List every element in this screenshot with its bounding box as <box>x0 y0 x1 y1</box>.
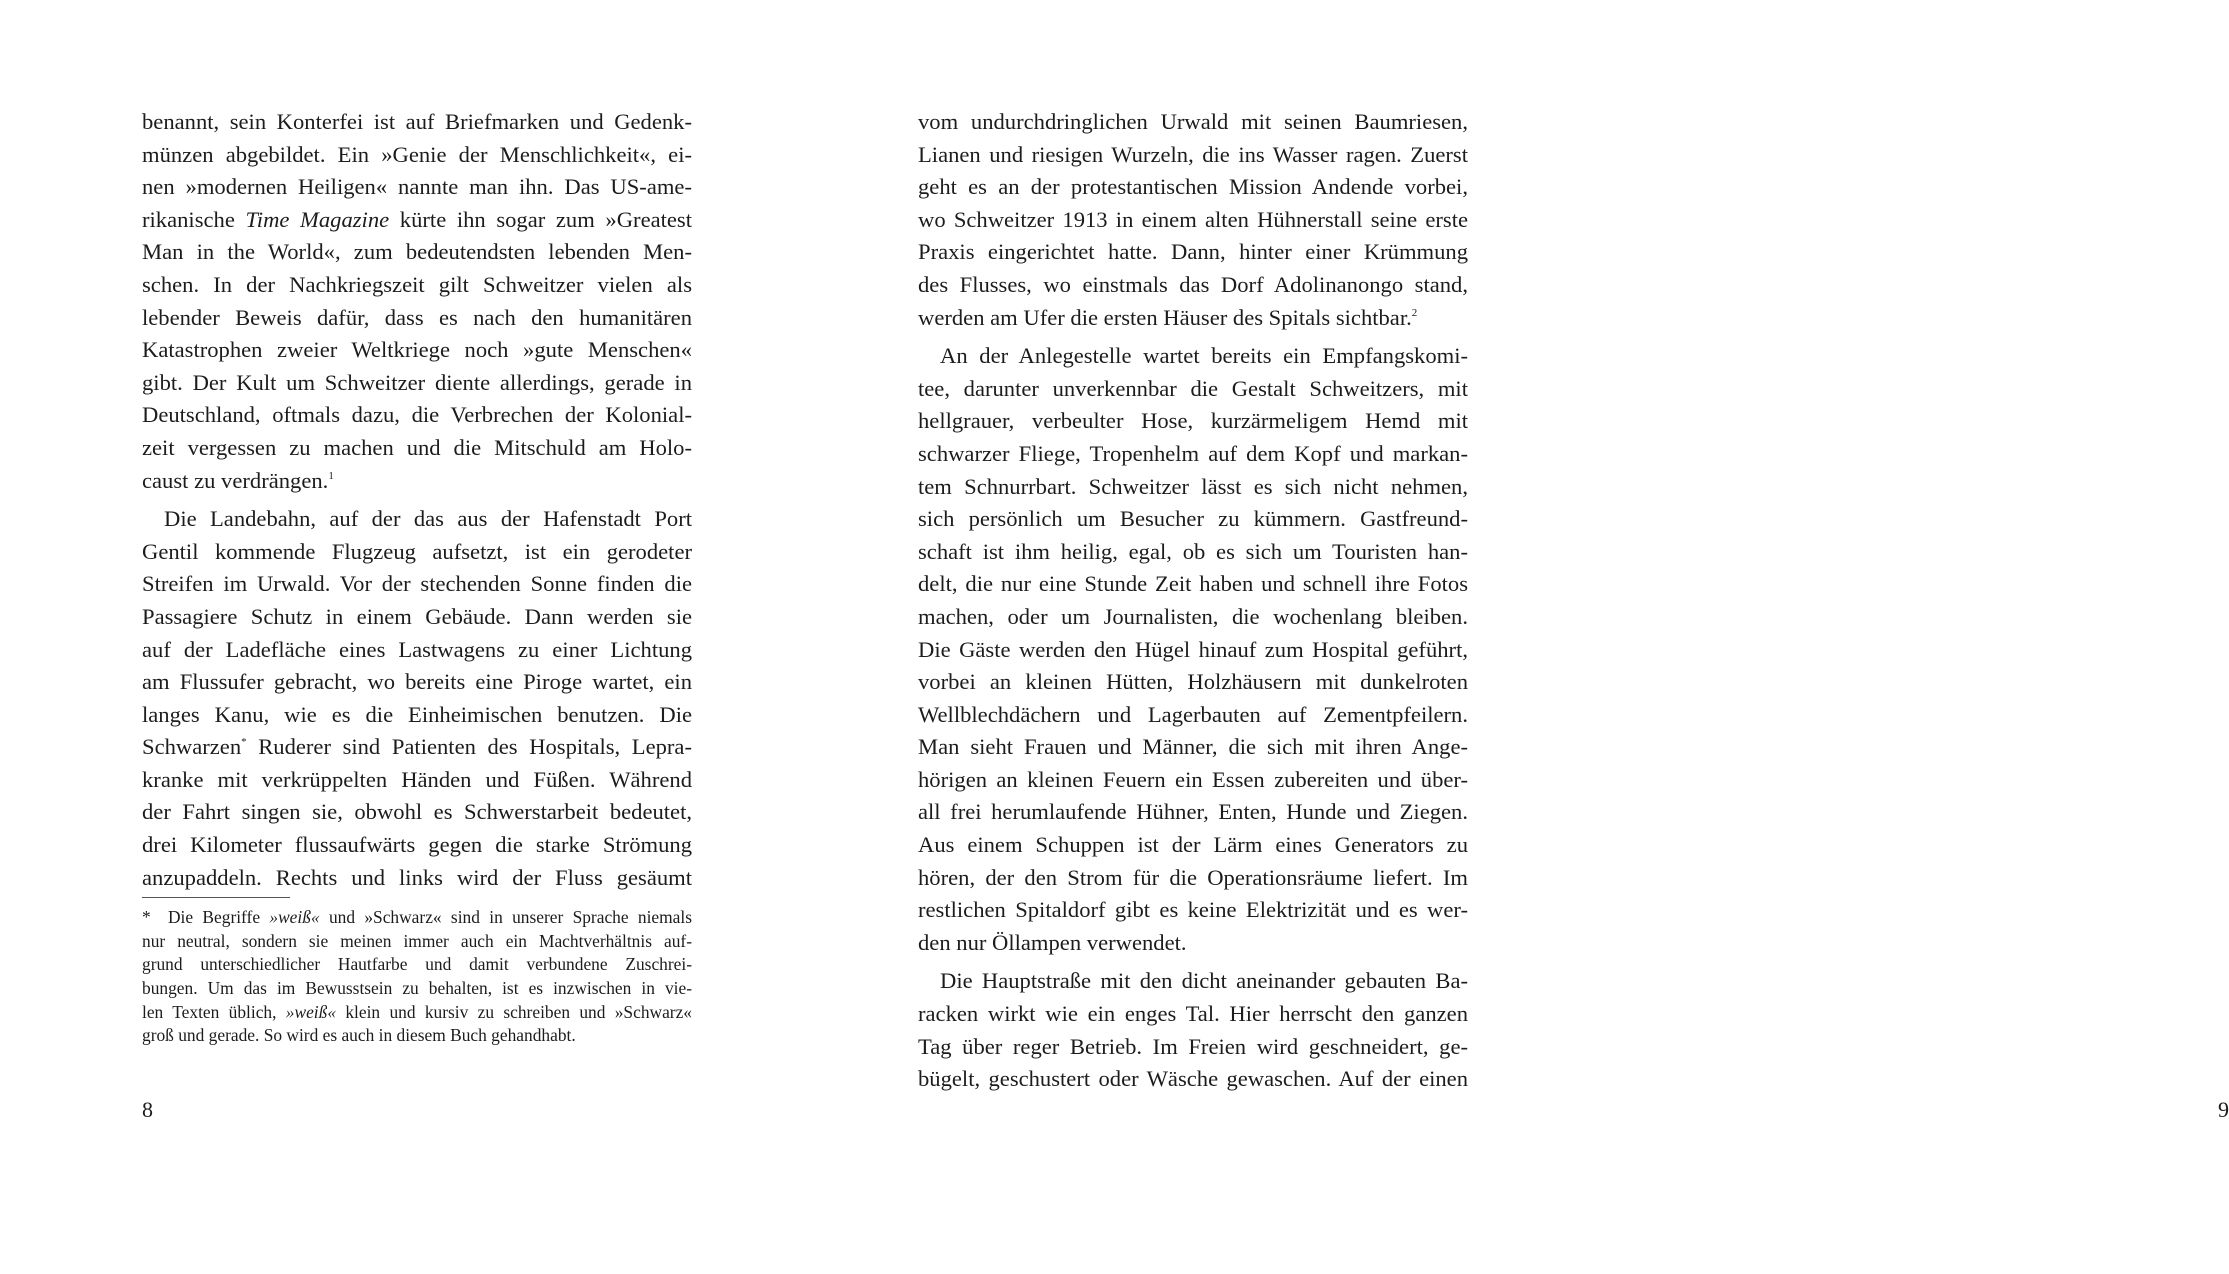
footnote-marker: * <box>142 907 151 927</box>
text-line: langes Kanu, wie es die Einheimischen benutzen. Die <box>142 701 692 727</box>
text-line: Lianen und riesigen Wurzeln, die ins Wasser ragen. Zuerst <box>918 141 1468 167</box>
text-line: der Fahrt singen sie, obwohl es Schwerstarbeit bedeutet, <box>142 799 692 825</box>
paragraph <box>918 965 1468 1095</box>
text-line: tem Schnurrbart. Schweitzer lässt es sich nicht nehmen, <box>918 473 1468 499</box>
right-page-body <box>918 106 1468 1096</box>
text-line: geht es an der protestantischen Mission Andende vorbei, <box>918 174 1468 200</box>
text-line: racken wirkt wie ein enges Tal. Hier herrscht den ganzen <box>918 1001 1468 1027</box>
text-line: hörigen an kleinen Feuern ein Essen zubereiten und über- <box>918 766 1468 792</box>
text-line: auf der Ladefläche eines Lastwagens zu einer Lichtung <box>142 636 692 662</box>
text-line: den nur Öllampen verwendet. <box>918 929 1187 955</box>
footnote-line: len Texten üblich, »weiß« klein und kursiv zu schreiben und »Schwarz« <box>142 1001 693 1022</box>
text-line: schaft ist ihm heilig, egal, ob es sich um Touristen han- <box>918 538 1468 564</box>
text-line: machen, oder um Journalisten, die wochenlang bleiben. <box>918 603 1468 629</box>
text-line: Tag über reger Betrieb. Im Freien wird geschneidert, ge- <box>918 1033 1468 1059</box>
text-line: Man sieht Frauen und Männer, die sich mit ihren Ange- <box>918 734 1468 760</box>
text-line: zeit vergessen zu machen und die Mitschuld am Holo- <box>142 434 692 460</box>
text-line: Deutschland, oftmals dazu, die Verbrechen der Kolonial- <box>142 402 692 428</box>
footnote-line: bungen. Um das im Bewusstsein zu behalten, ist es inzwischen in vie- <box>142 978 692 999</box>
text-line: Passagiere Schutz in einem Gebäude. Dann werden sie <box>142 603 692 629</box>
footnote-line: nur neutral, sondern sie meinen immer auch ein Machtverhältnis auf- <box>142 930 692 951</box>
text-line: An der Anlegestelle wartet bereits ein Empfangskomi- <box>940 343 1468 369</box>
footnote <box>142 906 692 1048</box>
text-line: all frei herumlaufende Hühner, Enten, Hunde und Ziegen. <box>918 799 1468 825</box>
text-line: am Flussufer gebracht, wo bereits eine Piroge wartet, ein <box>142 669 692 695</box>
text-line: lebender Beweis dafür, dass es nach den humanitären <box>142 304 692 330</box>
text-line: münzen abgebildet. Ein »Genie der Menschlichkeit«, ei- <box>142 141 692 167</box>
footnote-line: groß und gerade. So wird es auch in diesem Buch gehandhabt. <box>142 1025 576 1046</box>
text-line: drei Kilometer flussaufwärts gegen die starke Strömung <box>142 832 692 858</box>
text-line: werden am Ufer die ersten Häuser des Spitals sichtbar.$^2$ <box>918 304 1418 330</box>
paragraph <box>918 340 1468 959</box>
page-number: 8 <box>142 1097 153 1122</box>
text-line: nen »modernen Heiligen« nannte man ihn. Das US-ame- <box>142 174 692 200</box>
text-line: Wellblechdächern und Lagerbauten auf Zementpfeilern. <box>918 701 1468 727</box>
footnote-line: * Die Begriffe »weiß« und »Schwarz« sind in unserer Sprache niemals <box>142 906 692 930</box>
left-page-body <box>142 106 692 894</box>
text-line: schwarzer Fliege, Tropenhelm auf dem Kopf und markan- <box>918 440 1468 466</box>
text-line: Die Hauptstraße mit den dicht aneinander gebauten Ba- <box>940 968 1468 994</box>
text-line: schen. In der Nachkriegszeit gilt Schweitzer vielen als <box>142 271 692 297</box>
text-line: Die Gäste werden den Hügel hinauf zum Hospital geführt, <box>918 636 1468 662</box>
text-line: vorbei an kleinen Hütten, Holzhäusern mit dunkelroten <box>918 669 1468 695</box>
text-line: des Flusses, wo einstmals das Dorf Adolinanongo stand, <box>918 271 1468 297</box>
text-line: Aus einem Schuppen ist der Lärm eines Generators zu <box>918 832 1468 858</box>
text-line: Streifen im Urwald. Vor der stechenden Sonne finden die <box>142 571 692 597</box>
text-line: Man in the World«, zum bedeutendsten lebenden Men- <box>142 239 692 265</box>
text-line: bügelt, geschustert oder Wäsche gewaschen. Auf der einen <box>918 1066 1468 1092</box>
text-line: delt, die nur eine Stunde Zeit haben und schnell ihre Fotos <box>918 571 1468 597</box>
text-line: Katastrophen zweier Weltkriege noch »gute Menschen« <box>142 337 692 363</box>
text-line: kranke mit verkrüppelten Händen und Füßen. Während <box>142 766 692 792</box>
text-line: Praxis eingerichtet hatte. Dann, hinter einer Krümmung <box>918 239 1468 265</box>
text-line: caust zu verdrängen.$^1$ <box>142 467 334 493</box>
text-line: vom undurchdringlichen Urwald mit seinen Baumriesen, <box>918 109 1468 134</box>
text-line: wo Schweitzer 1913 in einem alten Hühnerstall seine erste <box>918 206 1468 232</box>
text-line: tee, darunter unverkennbar die Gestalt Schweitzers, mit <box>918 375 1468 401</box>
text-line: rikanische Time Magazine kürte ihn sogar zum »Greatest <box>142 206 693 232</box>
text-line: anzupaddeln. Rechts und links wird der Fluss gesäumt <box>142 864 692 890</box>
text-line: Die Landebahn, auf der das aus der Hafenstadt Port <box>164 506 692 532</box>
paragraph <box>142 106 692 497</box>
text-line: restlichen Spitaldorf gibt es keine Elektrizität und es wer- <box>918 897 1468 923</box>
text-line: sich persönlich um Besucher zu kümmern. Gastfreund- <box>918 506 1468 532</box>
footnote-line: grund unterschiedlicher Hautfarbe und damit verbundene Zuschrei- <box>142 954 692 975</box>
paragraph <box>918 106 1468 334</box>
text-line: Gentil kommende Flugzeug aufsetzt, ist ein gerodeter <box>142 538 692 564</box>
left-page <box>0 0 800 1274</box>
text-line: Schwarzen* Ruderer sind Patienten des Hospitals, Lepra- <box>142 734 692 760</box>
text-line: benannt, sein Konterfei ist auf Briefmarken und Gedenk- <box>142 109 692 134</box>
right-page <box>800 0 2229 1274</box>
text-line: hören, der den Strom für die Operationsräume liefert. Im <box>918 864 1468 890</box>
footnote-rule <box>142 897 290 898</box>
page-number: 9 <box>2218 1097 2229 1122</box>
text-line: hellgrauer, verbeulter Hose, kurzärmeligem Hemd mit <box>918 408 1468 434</box>
text-line: gibt. Der Kult um Schweitzer diente allerdings, gerade in <box>142 369 692 395</box>
paragraph <box>142 503 692 894</box>
